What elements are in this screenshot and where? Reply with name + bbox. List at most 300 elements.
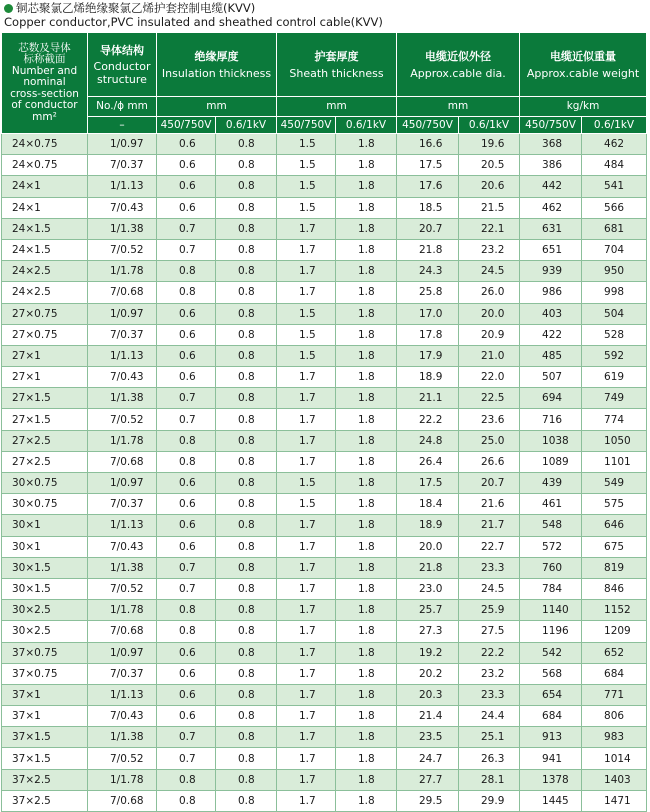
table-row (2, 600, 647, 621)
cell-weight-450: 760 (520, 557, 582, 578)
cell-weight-06: 484 (582, 155, 647, 176)
cell-insulation-450: 0.7 (157, 557, 216, 578)
cell-diameter-450: 22.2 (397, 409, 459, 430)
unit-sheath: mm (277, 97, 397, 117)
cell-size: 24×0.75 (2, 155, 88, 176)
cell-diameter-06: 22.7 (459, 536, 520, 557)
cell-sheath-450: 1.7 (277, 621, 336, 642)
cell-size: 24×0.75 (2, 134, 88, 155)
cell-insulation-450: 0.8 (157, 430, 216, 451)
cell-diameter-450: 20.2 (397, 663, 459, 684)
cell-structure: 1/1.38 (88, 218, 157, 239)
cell-weight-06: 684 (582, 663, 647, 684)
cell-sheath-450: 1.7 (277, 261, 336, 282)
table-row (2, 642, 647, 663)
cell-sheath-06: 1.8 (336, 451, 397, 472)
table-row (2, 557, 647, 578)
cell-diameter-06: 23.2 (459, 663, 520, 684)
cell-diameter-06: 21.7 (459, 515, 520, 536)
table-row (2, 261, 647, 282)
cell-weight-450: 631 (520, 218, 582, 239)
header-diameter: 电缆近似外径 Approx.cable dia. (397, 33, 520, 97)
cell-weight-06: 566 (582, 197, 647, 218)
structure-dash: – (88, 117, 157, 134)
cell-weight-450: 442 (520, 176, 582, 197)
cell-insulation-450: 0.8 (157, 790, 216, 811)
cell-sheath-06: 1.8 (336, 282, 397, 303)
cell-weight-450: 422 (520, 324, 582, 345)
cell-sheath-06: 1.8 (336, 684, 397, 705)
cell-size: 37×0.75 (2, 663, 88, 684)
cell-insulation-06: 0.8 (216, 239, 277, 260)
cell-diameter-450: 17.6 (397, 176, 459, 197)
cell-insulation-06: 0.8 (216, 155, 277, 176)
table-row (2, 409, 647, 430)
unit-weight: kg/km (520, 97, 647, 117)
cell-diameter-450: 18.9 (397, 367, 459, 388)
cell-weight-06: 774 (582, 409, 647, 430)
cell-sheath-450: 1.5 (277, 494, 336, 515)
cell-weight-450: 1089 (520, 451, 582, 472)
cell-insulation-06: 0.8 (216, 261, 277, 282)
cell-diameter-06: 21.0 (459, 345, 520, 366)
cell-weight-06: 528 (582, 324, 647, 345)
cell-structure: 7/0.52 (88, 409, 157, 430)
cell-diameter-06: 25.9 (459, 600, 520, 621)
cell-size: 30×1 (2, 515, 88, 536)
cable-spec-table (1, 32, 647, 812)
table-row (2, 282, 647, 303)
cell-sheath-450: 1.7 (277, 642, 336, 663)
cell-diameter-06: 24.5 (459, 261, 520, 282)
cell-diameter-450: 17.5 (397, 155, 459, 176)
cell-weight-450: 462 (520, 197, 582, 218)
cell-size: 24×1.5 (2, 239, 88, 260)
cell-sheath-450: 1.7 (277, 239, 336, 260)
cell-diameter-06: 22.1 (459, 218, 520, 239)
cell-sheath-06: 1.8 (336, 663, 397, 684)
table-row (2, 324, 647, 345)
cell-sheath-450: 1.7 (277, 557, 336, 578)
cell-sheath-06: 1.8 (336, 727, 397, 748)
cell-insulation-450: 0.8 (157, 282, 216, 303)
cell-weight-450: 572 (520, 536, 582, 557)
cell-size: 24×2.5 (2, 261, 88, 282)
cell-structure: 7/0.37 (88, 494, 157, 515)
table-row (2, 578, 647, 599)
cell-weight-450: 1378 (520, 769, 582, 790)
cell-sheath-06: 1.8 (336, 134, 397, 155)
table-row (2, 345, 647, 366)
cell-diameter-450: 18.5 (397, 197, 459, 218)
cell-diameter-06: 22.5 (459, 388, 520, 409)
cell-size: 27×1 (2, 367, 88, 388)
cell-weight-450: 986 (520, 282, 582, 303)
cell-size: 24×1 (2, 176, 88, 197)
cell-sheath-450: 1.7 (277, 515, 336, 536)
cell-structure: 7/0.43 (88, 536, 157, 557)
cell-sheath-06: 1.8 (336, 345, 397, 366)
cell-weight-450: 784 (520, 578, 582, 599)
volt-sheath-450: 450/750V (277, 117, 336, 134)
cell-diameter-450: 20.0 (397, 536, 459, 557)
cell-size: 37×1 (2, 706, 88, 727)
cell-structure: 1/1.78 (88, 600, 157, 621)
cell-weight-450: 403 (520, 303, 582, 324)
cell-sheath-450: 1.7 (277, 218, 336, 239)
cell-size: 37×1 (2, 684, 88, 705)
cell-diameter-450: 21.1 (397, 388, 459, 409)
cell-diameter-450: 27.7 (397, 769, 459, 790)
table-row (2, 430, 647, 451)
cell-weight-06: 1152 (582, 600, 647, 621)
cell-size: 27×2.5 (2, 430, 88, 451)
cell-weight-450: 368 (520, 134, 582, 155)
cell-diameter-450: 17.0 (397, 303, 459, 324)
cell-weight-450: 1140 (520, 600, 582, 621)
cell-weight-450: 568 (520, 663, 582, 684)
cell-insulation-450: 0.6 (157, 176, 216, 197)
cell-size: 27×1 (2, 345, 88, 366)
cell-size: 37×2.5 (2, 769, 88, 790)
cell-size: 27×0.75 (2, 303, 88, 324)
cell-diameter-450: 17.9 (397, 345, 459, 366)
cell-diameter-06: 19.6 (459, 134, 520, 155)
cell-sheath-450: 1.5 (277, 155, 336, 176)
title-cn: 铜芯聚氯乙烯绝缘聚氯乙烯护套控制电缆(KVV) (16, 1, 256, 15)
cell-diameter-450: 26.4 (397, 451, 459, 472)
cell-weight-450: 1038 (520, 430, 582, 451)
cell-weight-450: 913 (520, 727, 582, 748)
header-structure: 导体结构 Conductor structure (88, 33, 157, 97)
title-en-line (4, 15, 650, 29)
cell-insulation-06: 0.8 (216, 197, 277, 218)
cell-sheath-450: 1.5 (277, 345, 336, 366)
cell-insulation-06: 0.8 (216, 473, 277, 494)
cell-diameter-450: 17.5 (397, 473, 459, 494)
cell-size: 30×0.75 (2, 473, 88, 494)
cell-size: 37×1.5 (2, 727, 88, 748)
cell-weight-06: 646 (582, 515, 647, 536)
table-row (2, 663, 647, 684)
cell-sheath-06: 1.8 (336, 409, 397, 430)
cell-size: 37×2.5 (2, 790, 88, 811)
cell-insulation-06: 0.8 (216, 663, 277, 684)
cell-diameter-06: 22.2 (459, 642, 520, 663)
cell-insulation-06: 0.8 (216, 684, 277, 705)
title-en: Copper conductor,PVC insulated and sheathed control cable(KVV) (4, 15, 383, 29)
cell-diameter-06: 23.6 (459, 409, 520, 430)
cell-diameter-450: 27.3 (397, 621, 459, 642)
table-row (2, 769, 647, 790)
cell-sheath-450: 1.5 (277, 473, 336, 494)
cell-diameter-06: 22.0 (459, 367, 520, 388)
cell-insulation-450: 0.8 (157, 621, 216, 642)
table-row (2, 451, 647, 472)
cell-diameter-450: 23.0 (397, 578, 459, 599)
cell-diameter-06: 23.3 (459, 557, 520, 578)
cell-insulation-450: 0.7 (157, 578, 216, 599)
cell-sheath-06: 1.8 (336, 578, 397, 599)
cell-size: 27×1.5 (2, 388, 88, 409)
cell-insulation-06: 0.8 (216, 134, 277, 155)
cell-insulation-06: 0.8 (216, 578, 277, 599)
cell-insulation-450: 0.6 (157, 706, 216, 727)
cell-insulation-450: 0.6 (157, 155, 216, 176)
cell-weight-450: 461 (520, 494, 582, 515)
cell-insulation-450: 0.7 (157, 727, 216, 748)
cell-sheath-06: 1.8 (336, 473, 397, 494)
cell-size: 27×2.5 (2, 451, 88, 472)
cell-size: 24×1.5 (2, 218, 88, 239)
cell-weight-06: 549 (582, 473, 647, 494)
cell-insulation-06: 0.8 (216, 176, 277, 197)
cell-sheath-450: 1.5 (277, 134, 336, 155)
cell-diameter-450: 20.7 (397, 218, 459, 239)
cell-diameter-06: 20.5 (459, 155, 520, 176)
cell-insulation-450: 0.7 (157, 239, 216, 260)
cell-weight-450: 1196 (520, 621, 582, 642)
title-block (0, 0, 650, 32)
cell-insulation-06: 0.8 (216, 515, 277, 536)
cell-weight-06: 504 (582, 303, 647, 324)
table-row (2, 197, 647, 218)
cell-weight-450: 654 (520, 684, 582, 705)
header-weight: 电缆近似重量 Approx.cable weight (520, 33, 647, 97)
table-row (2, 515, 647, 536)
cell-insulation-06: 0.8 (216, 430, 277, 451)
cell-weight-450: 542 (520, 642, 582, 663)
cell-weight-450: 439 (520, 473, 582, 494)
cell-structure: 1/1.13 (88, 345, 157, 366)
cell-diameter-450: 21.4 (397, 706, 459, 727)
cell-structure: 7/0.37 (88, 155, 157, 176)
cell-diameter-450: 18.4 (397, 494, 459, 515)
table-row (2, 727, 647, 748)
cell-diameter-06: 24.4 (459, 706, 520, 727)
cell-weight-06: 541 (582, 176, 647, 197)
volt-diameter-450: 450/750V (397, 117, 459, 134)
cell-weight-450: 716 (520, 409, 582, 430)
cell-structure: 1/1.38 (88, 557, 157, 578)
cell-insulation-450: 0.6 (157, 367, 216, 388)
cell-diameter-450: 23.5 (397, 727, 459, 748)
unit-diameter: mm (397, 97, 520, 117)
cell-size: 24×2.5 (2, 282, 88, 303)
cell-diameter-06: 20.7 (459, 473, 520, 494)
cell-size: 30×2.5 (2, 621, 88, 642)
cell-sheath-450: 1.7 (277, 769, 336, 790)
cell-sheath-06: 1.8 (336, 197, 397, 218)
cell-sheath-450: 1.5 (277, 176, 336, 197)
cell-insulation-06: 0.8 (216, 600, 277, 621)
cell-sheath-450: 1.7 (277, 663, 336, 684)
cell-insulation-450: 0.7 (157, 748, 216, 769)
cell-weight-06: 592 (582, 345, 647, 366)
cell-structure: 7/0.37 (88, 663, 157, 684)
cell-insulation-06: 0.8 (216, 324, 277, 345)
cell-sheath-06: 1.8 (336, 769, 397, 790)
table-row (2, 621, 647, 642)
cell-structure: 7/0.52 (88, 239, 157, 260)
cell-weight-450: 939 (520, 261, 582, 282)
cell-structure: 1/1.38 (88, 727, 157, 748)
cell-sheath-450: 1.7 (277, 430, 336, 451)
cell-size: 30×1.5 (2, 557, 88, 578)
cell-weight-450: 694 (520, 388, 582, 409)
cell-insulation-450: 0.8 (157, 769, 216, 790)
cell-insulation-450: 0.7 (157, 218, 216, 239)
cell-size: 27×0.75 (2, 324, 88, 345)
cell-sheath-450: 1.7 (277, 282, 336, 303)
cell-insulation-06: 0.8 (216, 388, 277, 409)
cell-insulation-450: 0.6 (157, 642, 216, 663)
cell-weight-06: 704 (582, 239, 647, 260)
table-row (2, 134, 647, 155)
cell-weight-06: 1471 (582, 790, 647, 811)
cell-size: 30×2.5 (2, 600, 88, 621)
cell-diameter-06: 20.0 (459, 303, 520, 324)
title-cn-line (4, 1, 650, 15)
cell-weight-06: 575 (582, 494, 647, 515)
cell-sheath-450: 1.7 (277, 684, 336, 705)
table-row (2, 684, 647, 705)
table-row (2, 536, 647, 557)
cell-structure: 7/0.68 (88, 621, 157, 642)
cell-weight-06: 998 (582, 282, 647, 303)
table-row (2, 218, 647, 239)
cell-diameter-450: 29.5 (397, 790, 459, 811)
cell-diameter-450: 25.7 (397, 600, 459, 621)
cell-insulation-450: 0.8 (157, 600, 216, 621)
cell-structure: 1/1.13 (88, 684, 157, 705)
cell-insulation-450: 0.7 (157, 388, 216, 409)
cell-sheath-06: 1.8 (336, 176, 397, 197)
cell-sheath-06: 1.8 (336, 430, 397, 451)
cell-insulation-450: 0.8 (157, 261, 216, 282)
table-row (2, 176, 647, 197)
table-row (2, 473, 647, 494)
cell-diameter-06: 29.9 (459, 790, 520, 811)
cell-diameter-06: 23.3 (459, 684, 520, 705)
cell-sheath-450: 1.7 (277, 578, 336, 599)
cell-insulation-06: 0.8 (216, 282, 277, 303)
cell-structure: 7/0.43 (88, 367, 157, 388)
cell-diameter-06: 25.0 (459, 430, 520, 451)
cell-weight-06: 846 (582, 578, 647, 599)
cell-size: 37×1.5 (2, 748, 88, 769)
cell-sheath-06: 1.8 (336, 536, 397, 557)
cell-weight-450: 1445 (520, 790, 582, 811)
cell-weight-450: 485 (520, 345, 582, 366)
cell-sheath-06: 1.8 (336, 557, 397, 578)
bullet-icon (4, 4, 13, 13)
cell-insulation-06: 0.8 (216, 218, 277, 239)
cell-sheath-450: 1.7 (277, 790, 336, 811)
cell-diameter-06: 20.6 (459, 176, 520, 197)
cell-sheath-06: 1.8 (336, 706, 397, 727)
table-row (2, 367, 647, 388)
cell-insulation-06: 0.8 (216, 727, 277, 748)
cell-sheath-06: 1.8 (336, 367, 397, 388)
cell-sheath-450: 1.7 (277, 748, 336, 769)
cell-diameter-450: 24.7 (397, 748, 459, 769)
table-row (2, 388, 647, 409)
cell-insulation-06: 0.8 (216, 451, 277, 472)
cell-sheath-06: 1.8 (336, 748, 397, 769)
cell-insulation-450: 0.8 (157, 451, 216, 472)
cell-diameter-450: 19.2 (397, 642, 459, 663)
cell-weight-06: 1014 (582, 748, 647, 769)
cell-insulation-450: 0.6 (157, 684, 216, 705)
cell-size: 30×0.75 (2, 494, 88, 515)
cell-diameter-06: 28.1 (459, 769, 520, 790)
cell-weight-06: 819 (582, 557, 647, 578)
cell-size: 30×1.5 (2, 578, 88, 599)
cell-structure: 1/1.78 (88, 769, 157, 790)
cell-diameter-06: 27.5 (459, 621, 520, 642)
cell-size: 27×1.5 (2, 409, 88, 430)
cell-structure: 7/0.68 (88, 451, 157, 472)
cell-insulation-06: 0.8 (216, 557, 277, 578)
cell-sheath-06: 1.8 (336, 155, 397, 176)
cell-insulation-450: 0.7 (157, 409, 216, 430)
cell-insulation-06: 0.8 (216, 621, 277, 642)
cell-sheath-450: 1.7 (277, 388, 336, 409)
cell-structure: 1/1.13 (88, 515, 157, 536)
cell-sheath-450: 1.7 (277, 536, 336, 557)
cell-weight-06: 681 (582, 218, 647, 239)
cell-insulation-06: 0.8 (216, 706, 277, 727)
table-row (2, 239, 647, 260)
cell-sheath-06: 1.8 (336, 261, 397, 282)
cell-diameter-450: 24.8 (397, 430, 459, 451)
volt-weight-450: 450/750V (520, 117, 582, 134)
cell-diameter-450: 25.8 (397, 282, 459, 303)
cell-diameter-06: 26.6 (459, 451, 520, 472)
table-row (2, 303, 647, 324)
cell-insulation-450: 0.6 (157, 515, 216, 536)
cell-insulation-06: 0.8 (216, 367, 277, 388)
cell-sheath-06: 1.8 (336, 621, 397, 642)
cell-sheath-06: 1.8 (336, 218, 397, 239)
cell-weight-450: 651 (520, 239, 582, 260)
cell-structure: 1/0.97 (88, 473, 157, 494)
cell-diameter-06: 26.0 (459, 282, 520, 303)
cell-diameter-06: 26.3 (459, 748, 520, 769)
cell-size: 37×0.75 (2, 642, 88, 663)
cell-sheath-06: 1.8 (336, 790, 397, 811)
cell-sheath-06: 1.8 (336, 494, 397, 515)
cell-structure: 7/0.43 (88, 706, 157, 727)
cell-weight-450: 684 (520, 706, 582, 727)
cell-sheath-06: 1.8 (336, 600, 397, 621)
cell-diameter-450: 24.3 (397, 261, 459, 282)
cell-sheath-450: 1.7 (277, 367, 336, 388)
cell-sheath-06: 1.8 (336, 515, 397, 536)
header-insulation: 绝缘厚度 Insulation thickness (157, 33, 277, 97)
volt-diameter-06: 0.6/1kV (459, 117, 520, 134)
cell-insulation-450: 0.6 (157, 494, 216, 515)
cell-weight-06: 462 (582, 134, 647, 155)
cell-weight-06: 1209 (582, 621, 647, 642)
cell-diameter-450: 16.6 (397, 134, 459, 155)
cell-insulation-06: 0.8 (216, 642, 277, 663)
cell-insulation-06: 0.8 (216, 748, 277, 769)
cell-structure: 1/0.97 (88, 134, 157, 155)
cell-insulation-06: 0.8 (216, 345, 277, 366)
table-row (2, 748, 647, 769)
